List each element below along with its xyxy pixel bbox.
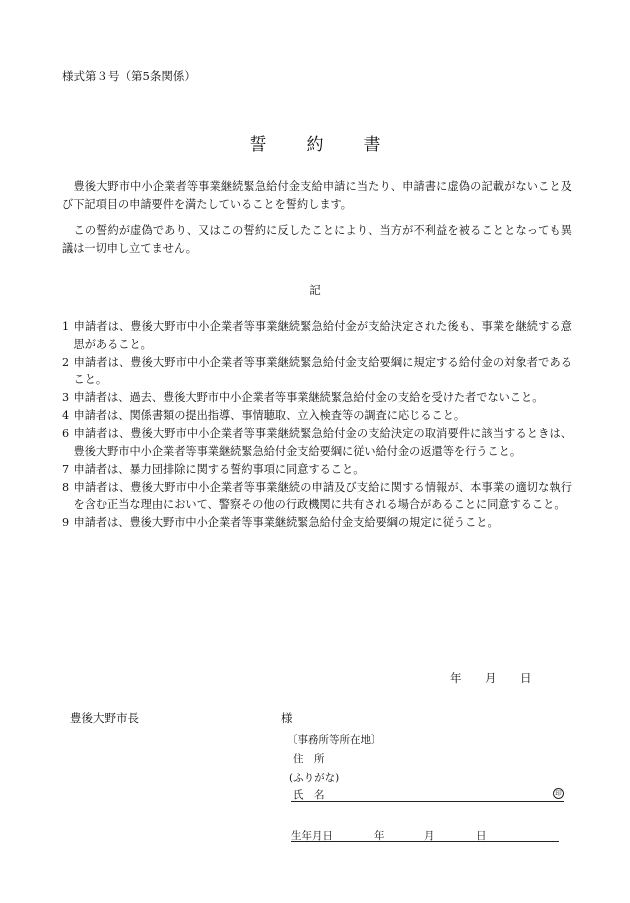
list-item: 1 申請者は、豊後大野市中小企業者等事業継続緊急給付金が支給決定された後も、事業を継続する意思があること。: [62, 320, 572, 351]
honorific: 様: [281, 711, 293, 725]
furigana-label: (ふりがな): [289, 772, 340, 784]
pledge-paragraph-2: この誓約が虚偽であり、又はこの誓約に反したことにより、当方が不利益を被ることとなっても異議は一切申し立てません。: [62, 224, 572, 255]
date-day: 日: [520, 671, 532, 685]
list-item: 7 申請者は、暴力団排除に関する誓約事項に同意すること。: [62, 462, 365, 476]
name-label: 氏 名: [293, 789, 325, 801]
name-underline: [291, 801, 564, 802]
birth-month: 月: [424, 830, 435, 842]
birth-day: 日: [476, 830, 487, 842]
form-number: 様式第３号（第5条関係）: [62, 69, 196, 83]
list-item: 3 申請者は、過去、豊後大野市中小企業者等事業継続緊急給付金の支給を受けた者でないこと。: [62, 391, 544, 404]
seal-icon: 印: [553, 788, 564, 799]
birth-year: 年: [374, 830, 385, 842]
list-item: 9 申請者は、豊後大野市中小企業者等事業継続緊急給付金支給要綱の規定に従うこと。: [62, 516, 499, 529]
list-item: 4 申請者は、関係書類の提出指導、事情聴取、立入検査等の調査に応じること。: [62, 409, 466, 422]
list-item: 8 申請者は、豊後大野市中小企業者等事業継続の申請及び支給に関する情報が、本事業の適切な執行を含む正当な理由において、警察その他の行政機関に共有される場合があることに同意すること。: [62, 480, 572, 511]
date-month: 月: [485, 671, 497, 685]
list-item: 6 申請者は、豊後大野市中小企業者等事業継続緊急給付金の支給決定の取消要件に該当するときは、豊後大野市中小企業者等事業継続緊急給付金支給要綱に従い給付金の返還等を行うこと。: [62, 427, 572, 458]
birthdate-label: 生年月日: [291, 830, 333, 842]
address-label: 住 所: [293, 753, 325, 765]
list-item: 2 申請者は、豊後大野市中小企業者等事業継続緊急給付金支給要綱に規定する給付金の対象者であること。: [62, 355, 572, 386]
document-title: 誓約書: [249, 135, 421, 155]
addressee: 豊後大野市長: [70, 711, 139, 725]
pledge-paragraph-1: 豊後大野市中小企業者等事業継続緊急給付金支給申請に当たり、申請書に虚偽の記載がないこと及び下記項目の申請要件を満たしていることを誓約します。: [62, 180, 572, 211]
pledge-items: [62, 318, 572, 532]
birthdate-underline: [291, 841, 559, 842]
ki-heading: 記: [309, 283, 321, 297]
office-address-label: 〔事務所等所在地〕: [287, 734, 382, 746]
date-year: 年: [450, 671, 462, 685]
